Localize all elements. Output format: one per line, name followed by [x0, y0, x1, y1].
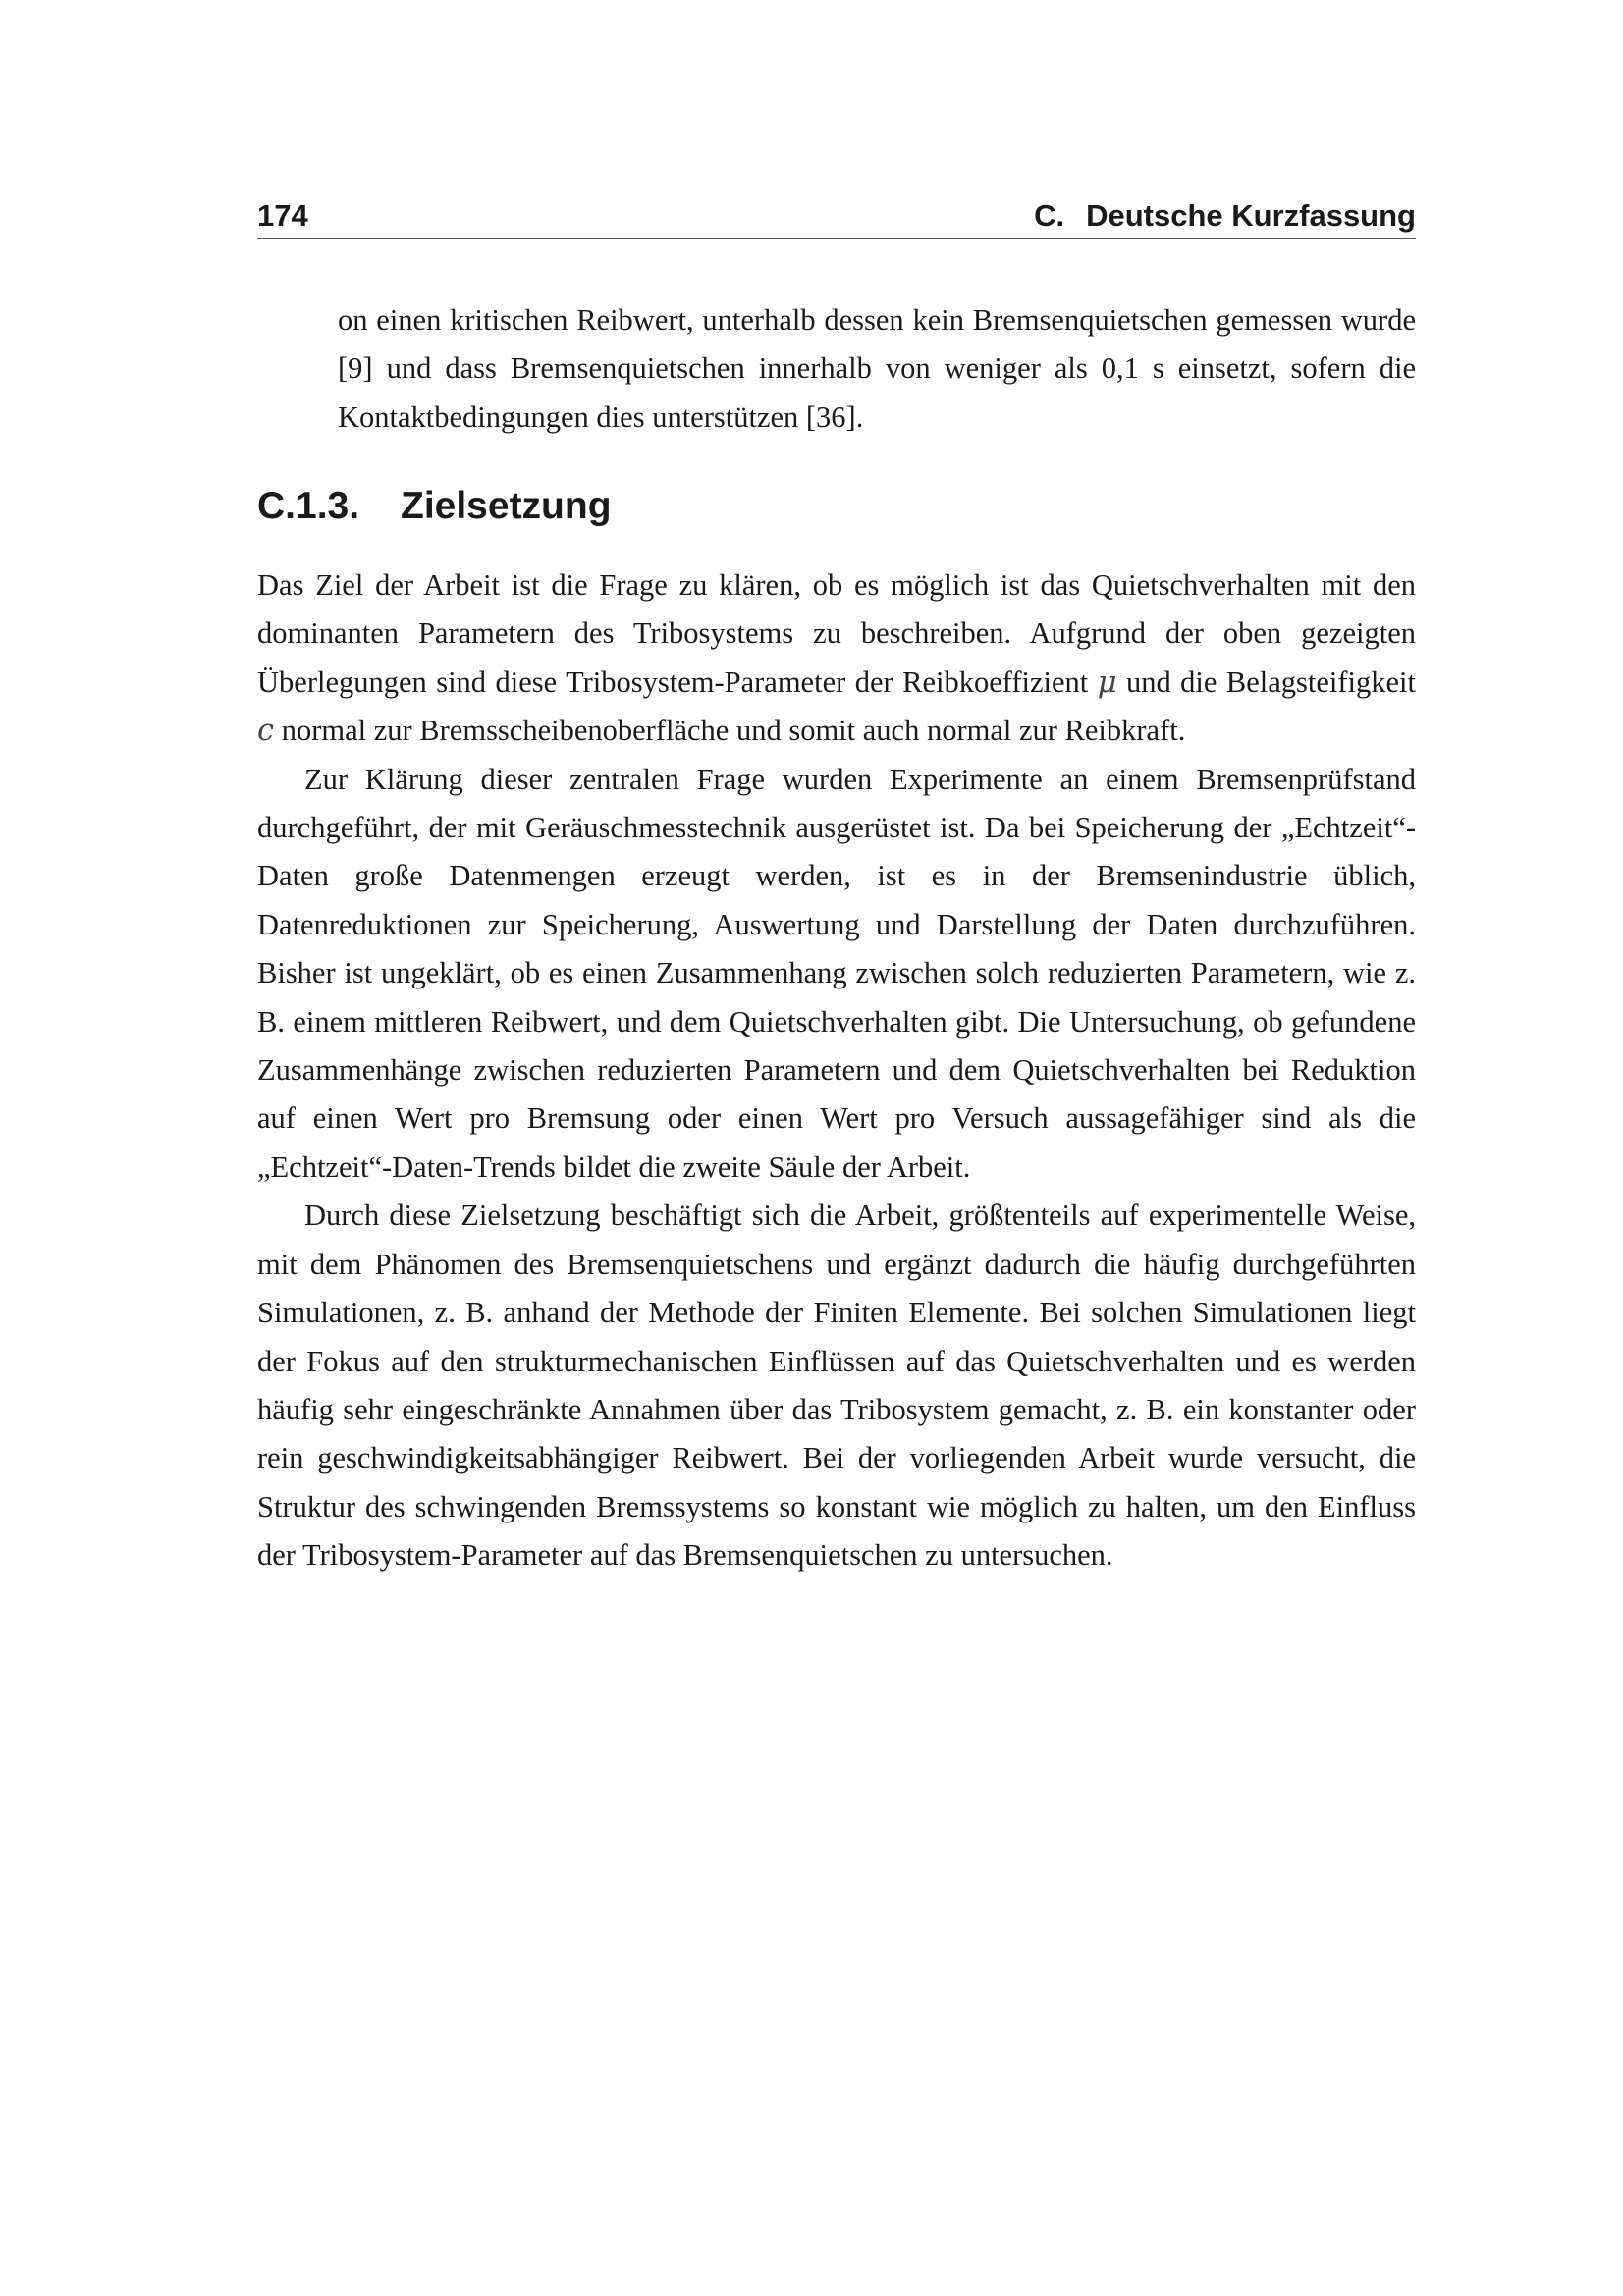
section-heading	[257, 485, 1416, 540]
section-body	[257, 561, 1416, 1580]
chapter-title: Deutsche Kurzfassung	[1086, 198, 1416, 233]
chapter-heading	[1034, 198, 1416, 234]
chapter-number: C.	[1034, 198, 1065, 233]
section-title: Zielsetzung	[401, 485, 612, 527]
section-number: C.1.3.	[257, 485, 360, 527]
running-header	[257, 194, 1416, 239]
paragraph-objective-part1: Das Ziel der Arbeit ist die Frage zu klären, ob es möglich ist das Quietschverhalten mit den dominanten Parametern des Tribosystems zu beschreiben. Aufgrund der oben gezeigten Überlegungen sind diese Tribosystem-Parameter der Reibkoeffizient	[257, 568, 1416, 699]
symbol-c: c	[257, 714, 275, 749]
paragraph-objective-part2: und die Belagsteifigkeit	[1125, 665, 1417, 699]
continued-paragraph: on einen kritischen Reibwert, unterhalb dessen kein Bremsenquietschen gemessen wurde [9] und dass Bremsenquietschen innerhalb von weniger als 0,1 s einsetzt, sofern die Kontaktbedingungen dies unterstützen [36].	[338, 303, 1416, 434]
symbol-mu: μ	[1097, 665, 1117, 700]
page-number: 174	[257, 198, 308, 233]
paragraph-objective	[257, 561, 1416, 756]
paragraph-experiments: Zur Klärung dieser zentralen Frage wurden Experimente an einem Bremsenprüfstand durchgeführt, der mit Geräuschmesstechnik ausgerüstet ist. Da bei Speicherung der „Echtzeit“-Daten große Datenmengen erzeugt werden, ist es in der Bremsenindustrie üblich, Datenreduktionen zur Speicherung, Auswertung und Darstellung der Daten durchzuführen. Bisher ist ungeklärt, ob es einen Zusammenhang zwischen solch reduzierten Parametern, wie z. B. einem mittleren Reibwert, und dem Quietschverhalten gibt. Die Untersuchung, ob gefundene Zusammenhänge zwischen reduzierten Parametern und dem Quietschverhalten bei Reduktion auf einen Wert pro Bremsung oder einen Wert pro Versuch aussagefähiger sind als die „Echtzeit“-Daten-Trends bildet die zweite Säule der Arbeit.	[257, 762, 1416, 1184]
paragraph-objective-part3: normal zur Bremsscheibenoberfläche und somit auch normal zur Reibkraft.	[281, 714, 1186, 748]
paragraph-approach: Durch diese Zielsetzung beschäftigt sich die Arbeit, größtenteils auf experimentelle Weise, mit dem Phänomen des Bremsenquietschens und ergänzt dadurch die häufig durchgeführten Simulationen, z. B. anhand der Methode der Finiten Elemente. Bei solchen Simulationen liegt der Fokus auf den strukturmechanischen Einflüssen auf das Quietschverhalten und es werden häufig sehr eingeschränkte Annahmen über das Tribosystem gemacht, z. B. ein konstanter oder rein geschwindigkeitsabhängiger Reibwert. Bei der vorliegenden Arbeit wurde versucht, die Struktur des schwingenden Bremssystems so konstant wie möglich zu halten, um den Einfluss der Tribosystem-Parameter auf das Bremsenquietschen zu untersuchen.	[257, 1199, 1416, 1573]
